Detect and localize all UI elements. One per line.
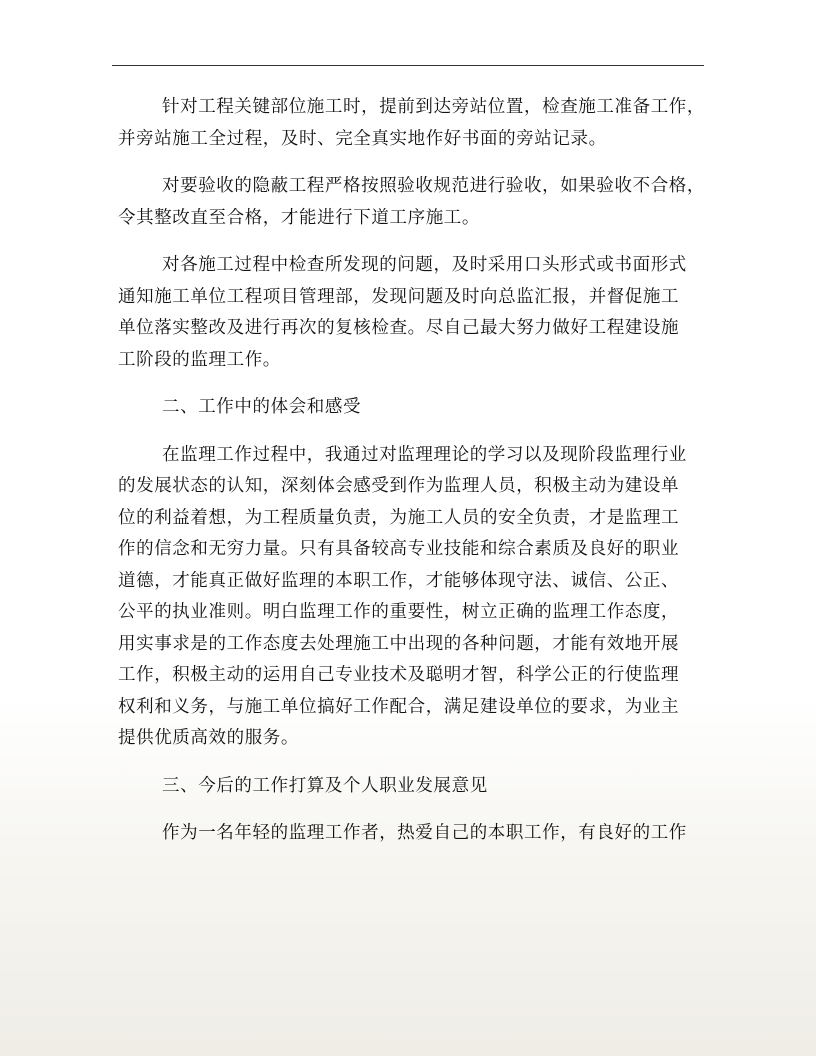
text-line: 位的利益着想，为工程质量负责，为施工人员的安全负责，才是监理工 <box>118 507 680 528</box>
paragraph-hidden-works <box>118 171 704 234</box>
paragraph-experience <box>118 440 704 755</box>
paragraph-future-plans <box>118 818 704 850</box>
section-heading-experience <box>118 392 704 424</box>
text-line: 工作，积极主动的运用自己专业技术及聪明才智，科学公正的行使监理 <box>118 665 680 685</box>
text-line: 对各施工过程中检查所发现的问题，及时采用口头形式或书面形式 <box>162 255 687 275</box>
heading-text: 二、工作中的体会和感受 <box>162 397 362 417</box>
section-heading-future-plans <box>118 771 704 803</box>
text-line: 单位落实整改及进行再次的复核检查。尽自己最大努力做好工程建设施 <box>118 318 680 338</box>
heading-text: 三、今后的工作打算及个人职业发展意见 <box>162 775 488 796</box>
text-line: 权利和义务，与施工单位搞好工作配合，满足建设单位的要求，为业主 <box>118 696 680 717</box>
paragraph-side-station <box>118 92 704 155</box>
text-line: 工阶段的监理工作。 <box>118 349 281 370</box>
text-line: 提供优质高效的服务。 <box>118 728 299 748</box>
text-line: 对要验收的隐蔽工程严格按照验收规范进行验收，如果验收不合格， <box>162 176 705 196</box>
text-line: 针对工程关键部位施工时，提前到达旁站位置，检查施工准备工作， <box>162 97 705 117</box>
text-line: 在监理工作过程中，我通过对监理理论的学习以及现阶段监理行业 <box>162 444 687 465</box>
text-line: 公平的执业准则。明白监理工作的重要性，树立正确的监理工作态度， <box>118 602 680 622</box>
text-line: 的发展状态的认知，深刻体会感受到作为监理人员，积极主动为建设单 <box>118 476 680 496</box>
header-rule <box>112 65 704 66</box>
text-line: 令其整改直至合格，才能进行下道工序施工。 <box>118 207 480 228</box>
text-line: 用实事求是的工作态度去处理施工中出现的各种问题，才能有效地开展 <box>118 633 680 654</box>
text-line: 作的信念和无穷力量。只有具备较高专业技能和综合素质及良好的职业 <box>118 539 680 559</box>
text-line: 作为一名年轻的监理工作者，热爱自己的本职工作，有良好的工作 <box>162 823 687 843</box>
paragraph-problems <box>118 250 704 376</box>
text-line: 通知施工单位工程项目管理部，发现问题及时向总监汇报，并督促施工 <box>118 286 680 307</box>
text-line: 道德，才能真正做好监理的本职工作，才能够体现守法、诚信、公正、 <box>118 570 680 591</box>
text-line: 并旁站施工全过程，及时、完全真实地作好书面的旁站记录。 <box>118 128 607 149</box>
document-body <box>118 92 704 866</box>
